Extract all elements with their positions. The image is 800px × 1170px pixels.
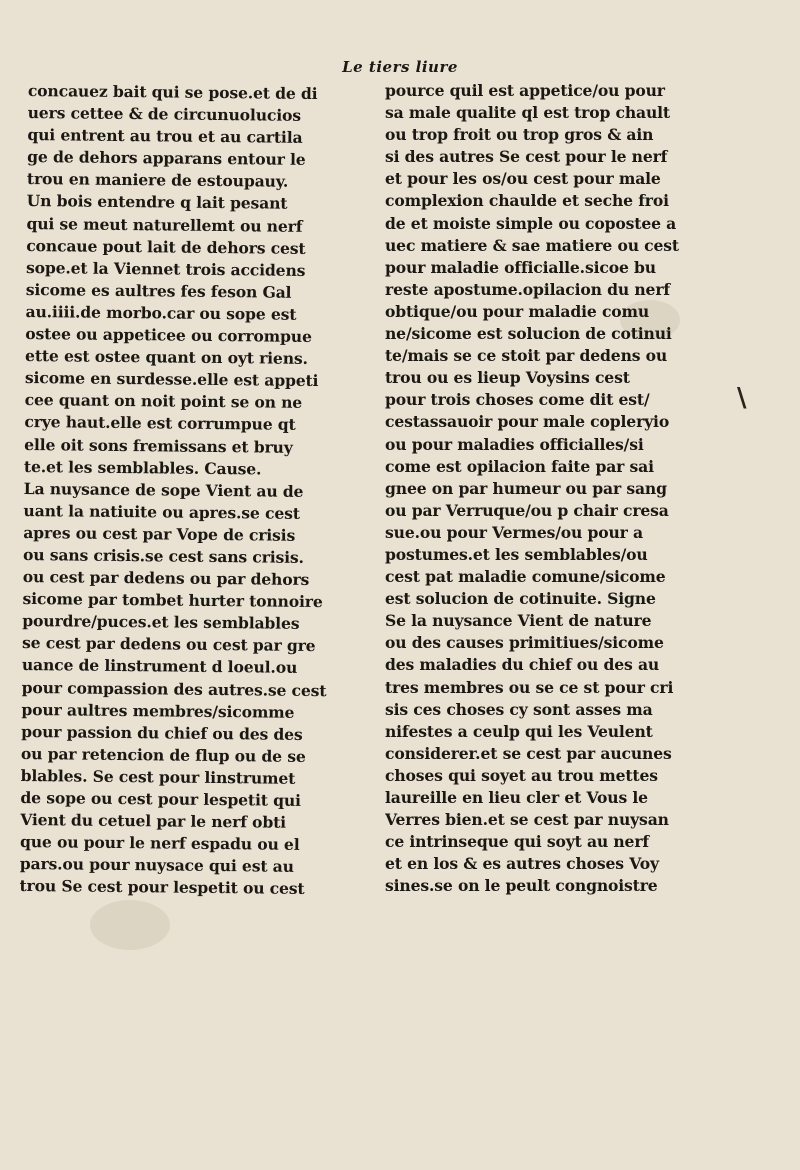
text-line: se cest par dedens ou cest par gre — [22, 633, 316, 656]
text-line: ou sans crisis.se cest sans crisis. — [22, 544, 304, 567]
text-line: laureille en lieu cler et Vous le — [385, 788, 648, 807]
text-line: Un bois entendre q lait pesant — [26, 191, 288, 214]
text-line: complexion chaulde et seche froi — [385, 191, 669, 211]
paper-stain — [90, 900, 170, 950]
text-line: au.iiii.de morbo.car ou sope est — [25, 301, 297, 324]
text-line: sines.se on le peult congnoistre — [385, 876, 658, 896]
text-line: ou trop froit ou trop gros & ain — [385, 125, 654, 145]
text-line: ce intrinseque qui soyt au nerf — [385, 832, 649, 852]
text-line: uance de linstrument d loeul.ou — [21, 655, 298, 678]
text-line: sicome par tombet hurter tonnoire — [22, 589, 323, 612]
text-line: est solucion de cotinuite. Signe — [385, 589, 656, 609]
text-line: pour compassion des autres.se cest — [21, 677, 327, 700]
text-line: si des autres Se cest pour le nerf — [385, 147, 668, 167]
text-line: pour maladie officialle.sicoe bu — [385, 257, 656, 277]
text-line: reste apostume.opilacion du nerf — [385, 279, 670, 299]
text-line: qui se meut naturellemt ou nerf — [26, 213, 303, 236]
text-line: uers cettee & de circunuolucios — [27, 103, 302, 125]
text-line: te/mais se ce stoit par dedens ou — [385, 346, 668, 366]
text-line: pour aultres membres/sicomme — [21, 699, 295, 722]
text-line: Vient du cetuel par le nerf obti — [20, 810, 287, 832]
text-line: de et moiste simple ou copostee a — [385, 213, 677, 233]
text-line: uec matiere & sae matiere ou cest — [385, 235, 679, 255]
text-line: de sope ou cest pour lespetit qui — [20, 787, 301, 810]
text-line: ne/sicome est solucion de cotinui — [385, 324, 672, 344]
text-line: elle oit sons fremissans et bruy — [24, 434, 293, 457]
text-line: concauez bait qui se pose.et de di — [27, 80, 318, 104]
text-line: sis ces choses cy sont asses ma — [385, 699, 653, 719]
text-line: sicome en surdesse.elle est appeti — [24, 368, 319, 391]
text-line: ou par Verruque/ou p chair cresa — [385, 500, 669, 520]
margin-mark: \ — [737, 383, 747, 413]
text-line: cest pat maladie comune/sicome — [385, 567, 666, 587]
text-line: concaue pout lait de dehors cest — [26, 235, 306, 258]
text-line: apres ou cest par Vope de crisis — [23, 522, 296, 545]
text-line: La nuysance de sope Vient au de — [23, 478, 304, 501]
text-line: que ou pour le nerf espadu ou el — [19, 832, 300, 855]
text-line: et en los & es autres choses Voy — [385, 854, 659, 874]
text-line: sope.et la Viennet trois accidens — [25, 257, 306, 280]
text-line: et pour les os/ou cest pour male — [385, 169, 661, 189]
text-line: ette est ostee quant on oyt riens. — [25, 346, 308, 369]
text-line: uant la natiuite ou apres.se cest — [23, 500, 300, 523]
text-line: nifestes a ceulp qui les Veulent — [385, 721, 653, 741]
text-line: obtique/ou pour maladie comu — [385, 301, 650, 321]
text-line: ge de dehors apparans entour le — [27, 147, 306, 170]
text-line: trou Se cest pour lespetit ou cest — [19, 876, 305, 899]
text-line: choses qui soyet au trou mettes — [385, 765, 658, 785]
text-line: pars.ou pour nuysace qui est au — [19, 854, 294, 877]
running-head: Le tiers liure — [342, 58, 458, 76]
text-line: des maladies du chief ou des au — [385, 655, 660, 675]
text-line: cee quant on noit point se on ne — [24, 390, 303, 413]
text-line: tres membres ou se ce st pour cri — [385, 677, 674, 697]
text-line: sicome es aultres fes feson Gal — [25, 279, 292, 302]
text-line: cestassauoir pour male copleryio — [385, 412, 670, 432]
text-line: Se la nuysance Vient de nature — [385, 611, 652, 631]
text-line: trou ou es lieup Voysins cest — [385, 368, 630, 388]
right-column — [385, 80, 690, 897]
text-line: sa male qualite ql est trop chault — [385, 103, 670, 123]
text-line: sue.ou pour Vermes/ou pour a — [385, 522, 643, 542]
text-line: blables. Se cest pour linstrumet — [20, 765, 296, 788]
text-line: postumes.et les semblables/ou — [385, 544, 648, 564]
text-line: ou par retencion de flup ou de se — [20, 743, 306, 766]
text-line: pourdre/puces.et les semblables — [22, 611, 300, 634]
text-line: crye haut.elle est corrumpue qt — [24, 412, 296, 435]
text-line: te.et les semblables. Cause. — [23, 456, 262, 479]
text-line: qui entrent au trou et au cartila — [27, 125, 303, 148]
text-line: gnee on par humeur ou par sang — [385, 478, 667, 498]
text-line: ou cest par dedens ou par dehors — [22, 567, 310, 590]
text-line: pour passion du chief ou des des — [21, 721, 303, 744]
text-line: pour trois choses come dit est/ — [385, 390, 650, 410]
text-line: ostee ou appeticee ou corrompue — [25, 324, 312, 347]
text-line: ou pour maladies officialles/si — [385, 434, 644, 454]
text-line: come est opilacion faite par sai — [385, 456, 654, 476]
text-line: considerer.et se cest par aucunes — [385, 743, 672, 763]
text-line: pource quil est appetice/ou pour — [385, 81, 665, 100]
text-line: trou en maniere de estoupauy. — [26, 169, 289, 192]
text-line: ou des causes primitiues/sicome — [385, 633, 664, 653]
text-line: Verres bien.et se cest par nuysan — [385, 810, 669, 830]
left-column — [19, 80, 364, 901]
